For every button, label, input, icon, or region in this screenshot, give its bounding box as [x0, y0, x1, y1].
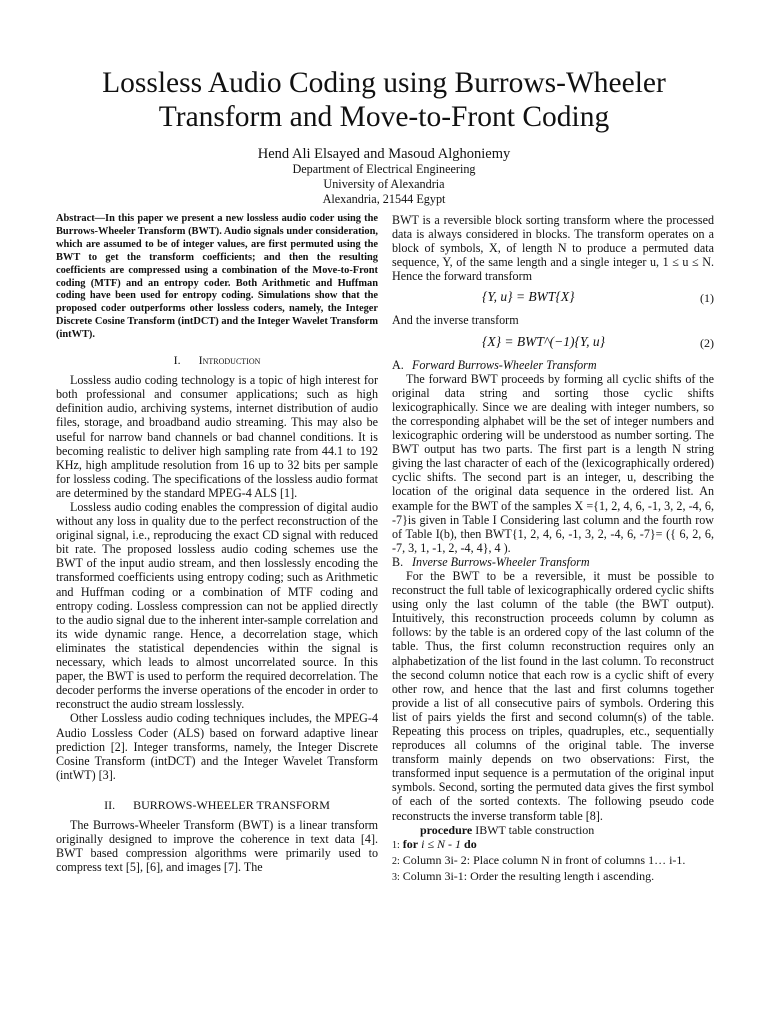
code-line-2-text: Column 3i- 2: Place column N in front of columns 1… i-1.	[402, 853, 686, 868]
code-line-3	[392, 869, 714, 885]
affiliation-address: Alexandria, 21544 Egypt	[322, 192, 446, 206]
subsection-a-heading	[392, 358, 714, 372]
equation-2-number: (2)	[700, 335, 714, 350]
code-line-2	[392, 853, 714, 869]
procedure-name: IBWT table construction	[475, 822, 595, 837]
code-line-1-number: 1:	[392, 839, 400, 851]
code-line-3-number: 3:	[392, 872, 400, 884]
section-1-title: Introduction	[198, 353, 261, 368]
intro-paragraph-3: Other Lossless audio coding techniques includes, the MPEG-4 Audio Lossless Coder (ALS) based on forward adaptive linear prediction [2]. Integer transforms, namely, the Integer Discrete Cosine Transform (intDCT) and the Integer Wavelet Transform (intWT) [3].	[56, 711, 378, 782]
subsection-a-letter: A.	[392, 357, 404, 372]
subsection-b-heading	[392, 555, 714, 569]
subsection-a-title: Forward Burrows-Wheeler Transform	[412, 357, 597, 372]
code-line-1-condition: i ≤ N - 1	[421, 836, 462, 851]
paper-title	[40, 66, 728, 134]
equation-2-expression: {X} = BWT^(−1){Y, u}	[482, 333, 606, 349]
code-line-1-do: do	[464, 836, 477, 851]
subsection-b-title: Inverse Burrows-Wheeler Transform	[412, 554, 590, 569]
authors: Hend Ali Elsayed and Masoud Alghoniemy	[257, 146, 511, 162]
equation-2	[392, 328, 714, 358]
section-1-heading	[56, 353, 378, 367]
procedure-header	[392, 823, 714, 837]
procedure-keyword: procedure	[420, 822, 473, 837]
affiliation-university: University of Alexandria	[323, 177, 445, 191]
right-column	[392, 213, 714, 885]
left-column	[56, 213, 378, 874]
section-2-heading	[56, 798, 378, 812]
code-line-1	[392, 837, 714, 853]
section-1-number: I.	[173, 353, 181, 368]
equation-1	[392, 283, 714, 313]
code-line-1-for: for	[402, 836, 419, 851]
affiliation-department: Department of Electrical Engineering	[292, 162, 476, 176]
code-line-3-text: Column 3i-1: Order the resulting length i ascending.	[402, 869, 655, 884]
code-line-2-number: 2:	[392, 856, 400, 868]
abstract: Abstract—In this paper we present a new lossless audio coder using the Burrows-Wheeler Transform (BWT). Audio signals under consideration, which are assumed to be of integer values, are first permuted using the BWT to get the transform coefficients; and then the resulting coefficients are compressed using a combination of the Move-to-Front coding (MTF) and an entropy coder. Both Arithmetic and Huffman coding have been used for entropy coding. Simulations show that the proposed coder outperforms other lossless coders, namely, the Integer Discrete Cosine Transform (intDCT) and the Integer Wavelet Transform (intWT).	[56, 213, 378, 341]
title-line-2: Transform and Move-to-Front Coding	[158, 101, 610, 133]
title-line-1: Lossless Audio Coding using Burrows-Wheeler	[102, 67, 666, 99]
intro-paragraph-2: Lossless audio coding enables the compression of digital audio without any loss in quality due to the perfect reconstruction of the original signal, i.e., reproducing the exact CD signal with reduced bit rate. The proposed lossless audio coding schemes use the BWT of the input audio stream, and then losslessly encoding the transformed coefficients using entropy coding; such as Arithmetic and Huffman coding or a combination of MTF coding and entropy coding. Lossless compression can not be applied directly to the audio signal due to the inherent inter-sample correlation and its wide dynamic range. Hence, a decorrelation stage, which eliminates the statistical dependencies within the signal is necessary, which leads to almost uncorrelated source. In this paper, the BWT is used to perform the required decorrelation. The decoder performs the inverse operations of the encoder in order to reconstruct the audio stream losslessly.	[56, 500, 378, 712]
bwt-paragraph-1: The Burrows-Wheeler Transform (BWT) is a linear transform originally designed to improve the coherence in text data [4]. BWT based compression algorithms were primarily used to compress text [5], [6], and images [7]. The	[56, 817, 378, 875]
section-2-title: BURROWS-WHEELER TRANSFORM	[133, 797, 330, 812]
equation-1-expression: {Y, u} = BWT{X}	[482, 289, 575, 305]
equation-1-number: (1)	[700, 291, 714, 306]
section-2-number: II.	[104, 797, 116, 812]
subsection-b-letter: B.	[392, 554, 404, 569]
intro-paragraph-1: Lossless audio coding technology is a topic of high interest for both professional and consumer applications; such as high definition audio, archiving systems, internet distribution of audio files, storage, and broadband audio streaming. This may also be useful for narrow band channels or bad channel conditions. It is becoming realistic to deliver high sampling rate from 44.1 to 192 KHz, high amplitude resolution from 16 up to 32 bits per sample for lossless coding. The specifications of the lossless audio format are determined by the standard MPEG-4 ALS [1].	[56, 373, 378, 500]
inverse-bwt-paragraph: For the BWT to be a reversible, it must be possible to reconstruct the full table of lexicographically ordered cyclic shifts using only the last column of the table (the BWT output). Intuitively, this reconstruction proceeds column by column as follows: by the table is an ordered copy of the last column of the table. Thus, the first column reconstruction requires only an alphabetization of the list found in the last column. To reconstruct the second column notice that each row is a cyclic shift of every other row, and hence that the last and first columns together provide a list of all consecutive pairs of symbols. Ordering this list of pairs yields the first and second column(s) of the table. Repeating this process on triples, quadruples, etc., sequentially reproduces all columns of the original table. The inverse transform mainly depends on two observations: First, the transformed input sequence is a permutation of the original input symbols. Second, sorting the permuted data gives the first symbol of each of the sorted contexts. The following pseudo code reconstructs the inverse transform table [8].	[392, 568, 714, 823]
bwt-paragraph-2: BWT is a reversible block sorting transform where the processed data is always considered in blocks. The transform operates on a block of symbols, X, of length N to produce a permuted data sequence, Y, of the same length and a single integer u, 1 ≤ u ≤ N. Hence the forward transform	[392, 213, 714, 284]
forward-bwt-paragraph: The forward BWT proceeds by forming all cyclic shifts of the original data string and sorting those cyclic shifts lexicographically. Since we are dealing with integer numbers, so the corresponding alphabet will be the set of integer numbers and lexicographic ordering will be understood as number sorting. The BWT output has two parts. The first part is a length N string giving the last character of each of the (lexicographically ordered) cyclic shifts. The second part is an integer, u, describing the location of the original data sequence in the ordered list. An example for the BWT of the samples X ={1, 2, 4, 6, -1, 3, 2, -4, 6, -7}is given in Table I Considering last column and the fourth row of Table I(b), then BWT{1, 2, 4, 6, -1, 3, 2, -4, 6, -7}= ({ 6, 2, 6, -7, 3, 1, -1, 2, -4, 4}, 4 ).	[392, 371, 714, 555]
inverse-transform-text: And the inverse transform	[392, 313, 519, 328]
